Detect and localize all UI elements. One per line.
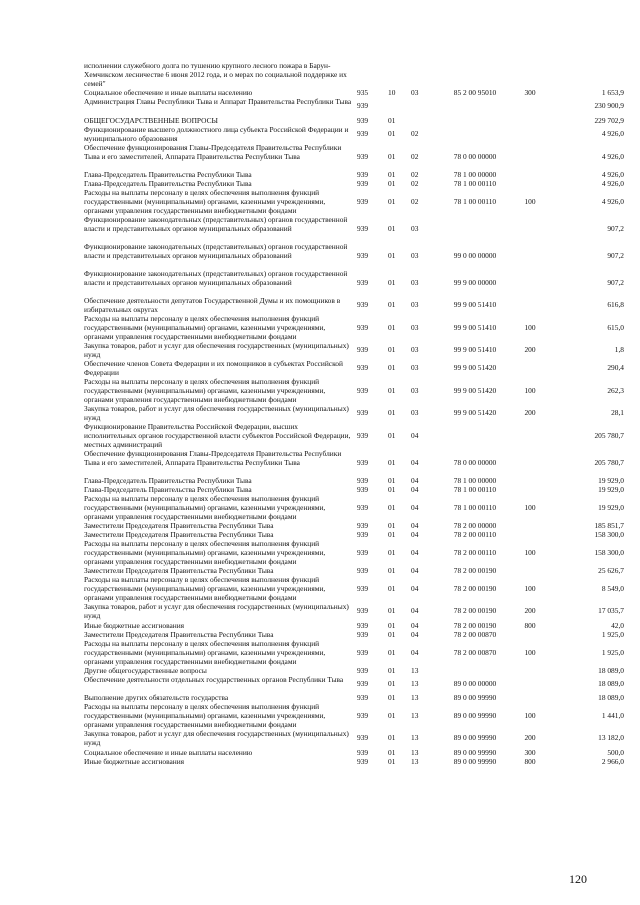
row-expense-type: 200 [524,345,536,355]
row-target-article: 99 9 00 51420 [453,385,497,395]
table-row [0,495,640,521]
row-expense-type: 100 [524,583,536,593]
row-amount: 19 929,0 [598,476,624,485]
row-target-article: 89 0 00 99990 [453,748,497,757]
row-section-code: 01 [388,485,396,494]
row-grbs-code: 939 [357,748,369,757]
row-section-code: 01 [388,748,396,757]
row-grbs-code: 939 [357,647,369,657]
row-expense-type: 100 [524,647,536,657]
table-row [0,540,640,566]
row-expense-type: 100 [524,547,536,557]
row-subsection-code: 03 [411,250,419,260]
row-subsection-code: 04 [411,502,419,512]
row-name: Глава-Председатель Правительства Республики Тыва [84,179,252,188]
table-row [0,342,640,360]
row-subsection-code: 04 [411,547,419,557]
row-subsection-code: 04 [411,430,419,440]
row-target-article: 89 0 00 99990 [453,733,497,743]
row-name: Заместители Председателя Правительства Республики Тыва [84,530,274,539]
row-target-article: 78 2 00 00110 [453,547,497,557]
row-section-code: 01 [388,666,396,675]
row-name: Обеспечение функционирования Главы-Председателя Правительства Республики Тыва и его заместителей, Аппарата Правительства Республики Тыва [84,449,342,467]
row-section-code: 01 [388,116,396,125]
row-target-article: 78 1 00 00110 [453,179,497,188]
row-subsection-code: 03 [411,385,419,395]
table-row [0,270,640,296]
table-row [0,703,640,729]
row-name: Расходы на выплаты персоналу в целях обеспечения выполнения функций государственными (муниципальными) органами, казенными учреждениями, органами управления государственными внебюджетными фондами [84,639,326,666]
row-target-article: 78 0 00 00000 [453,151,497,161]
row-subsection-code: 02 [411,151,419,161]
table-row [0,243,640,269]
row-target-article: 78 1 00 00000 [453,170,497,179]
table-row [0,297,640,315]
row-grbs-code: 939 [357,521,369,530]
row-expense-type: 200 [524,408,536,418]
table-row [0,98,640,116]
row-name: Функционирование законодательных (представительных) органов государственной власти и представительных органов муниципальных образований [84,269,348,287]
row-section-code: 01 [388,733,396,743]
table-row [0,423,640,449]
row-name: Глава-Председатель Правительства Республики Тыва [84,485,252,494]
row-amount: 8 549,0 [601,583,624,593]
row-name: исполнении служебного долга по тушению крупного лесного пожара в Барун-Хемчикском лесничестве 6 июня 2012 года, и о мерах по социальной поддержке их семей" [84,61,347,88]
row-grbs-code: 939 [357,250,369,260]
table-row [0,144,640,170]
row-grbs-code: 939 [357,733,369,743]
row-subsection-code: 03 [411,345,419,355]
row-amount: 907,2 [607,223,624,233]
row-subsection-code: 04 [411,621,419,630]
row-amount: 1,8 [614,345,624,355]
row-name: Заместители Председателя Правительства Республики Тыва [84,630,274,639]
row-subsection-code: 13 [411,733,419,743]
row-section-code: 01 [388,502,396,512]
row-target-article: 99 9 00 51420 [453,363,497,373]
table-row [0,640,640,666]
row-section-code: 01 [388,170,396,179]
row-subsection-code: 03 [411,322,419,332]
row-subsection-code: 03 [411,408,419,418]
row-name: Выполнение других обязательств государства [84,693,229,702]
table-row [0,730,640,748]
row-amount: 18 089,0 [598,679,624,689]
row-section-code: 01 [388,385,396,395]
row-subsection-code: 04 [411,485,419,494]
row-subsection-code: 04 [411,583,419,593]
row-name: Закупка товаров, работ и услуг для обеспечения государственных (муниципальных) нужд [84,341,349,359]
row-amount: 17 035,7 [598,606,624,616]
row-section-code: 01 [388,566,396,575]
row-section-code: 01 [388,679,396,689]
row-name: Функционирование высшего должностного лица субъекта Российской Федерации и муниципального образования [84,125,349,143]
row-target-article: 99 9 00 00000 [453,277,497,287]
row-grbs-code: 939 [357,322,369,332]
row-grbs-code: 939 [357,666,369,675]
row-name: Глава-Председатель Правительства Республики Тыва [84,476,252,485]
row-section-code: 10 [388,88,396,97]
row-amount: 185 851,7 [594,521,624,530]
row-section-code: 01 [388,250,396,260]
row-name: Заместители Председателя Правительства Республики Тыва [84,521,274,530]
row-name: Социальное обеспечение и иные выплаты населению [84,88,253,97]
row-name: Расходы на выплаты персоналу в целях обеспечения выполнения функций государственными (муниципальными) органами, казенными учреждениями, органами управления государственными внебюджетными фондами [84,377,326,404]
row-expense-type: 100 [524,322,536,332]
row-grbs-code: 939 [357,363,369,373]
row-name: Расходы на выплаты персоналу в целях обеспечения выполнения функций государственными (муниципальными) органами, казенными учреждениями, органами управления государственными внебюджетными фондами [84,188,326,215]
row-target-article: 78 2 00 00190 [453,566,497,575]
row-amount: 18 089,0 [598,693,624,702]
row-name: ОБЩЕГОСУДАРСТВЕННЫЕ ВОПРОСЫ [84,116,218,125]
table-row [0,62,640,88]
row-target-article: 89 0 00 99990 [453,693,497,702]
row-grbs-code: 939 [357,430,369,440]
row-expense-type: 200 [524,733,536,743]
row-name: Иные бюджетные ассигнования [84,621,185,630]
row-section-code: 01 [388,547,396,557]
row-section-code: 01 [388,196,396,206]
row-amount: 229 702,9 [594,116,624,125]
row-subsection-code: 13 [411,666,419,675]
row-grbs-code: 939 [357,476,369,485]
row-subsection-code: 04 [411,566,419,575]
row-grbs-code: 939 [357,345,369,355]
row-subsection-code: 13 [411,693,419,702]
row-grbs-code: 939 [357,457,369,467]
table-row [0,216,640,242]
row-target-article: 78 2 00 00190 [453,606,497,616]
row-grbs-code: 939 [357,547,369,557]
row-expense-type: 100 [524,196,536,206]
table-row [0,360,640,378]
row-expense-type: 200 [524,606,536,616]
row-grbs-code: 939 [357,129,369,139]
row-amount: 28,1 [611,408,624,418]
row-section-code: 01 [388,457,396,467]
row-grbs-code: 939 [357,408,369,418]
row-target-article: 78 2 00 00870 [453,630,497,639]
row-name: Функционирование законодательных (представительных) органов государственной власти и представительных органов муниципальных образований [84,242,348,260]
row-subsection-code: 02 [411,196,419,206]
row-name: Функционирование Правительства Российской Федерации, высших исполнительных органов государственной власти субъектов Российской Федерации, местных администраций [84,422,351,449]
row-section-code: 01 [388,129,396,139]
row-target-article: 99 9 00 51410 [453,300,497,310]
row-grbs-code: 939 [357,385,369,395]
row-subsection-code: 13 [411,679,419,689]
table-row [0,315,640,341]
row-amount: 4 926,0 [601,170,624,179]
row-grbs-code: 939 [357,621,369,630]
row-grbs-code: 939 [357,179,369,188]
row-section-code: 01 [388,322,396,332]
row-section-code: 01 [388,693,396,702]
row-subsection-code: 04 [411,521,419,530]
row-subsection-code: 04 [411,476,419,485]
row-expense-type: 300 [524,88,536,97]
row-section-code: 01 [388,606,396,616]
row-grbs-code: 939 [357,566,369,575]
table-row [0,189,640,215]
row-name: Закупка товаров, работ и услуг для обеспечения государственных (муниципальных) нужд [84,602,349,620]
row-subsection-code: 13 [411,757,419,766]
table-row [0,126,640,144]
row-grbs-code: 939 [357,101,369,111]
row-amount: 205 780,7 [594,457,624,467]
row-grbs-code: 939 [357,485,369,494]
row-grbs-code: 939 [357,757,369,766]
row-expense-type: 100 [524,502,536,512]
table-row [0,378,640,404]
row-grbs-code: 939 [357,583,369,593]
row-name: Обеспечение функционирования Главы-Председателя Правительства Республики Тыва и его заместителей, Аппарата Правительства Республики Тыва [84,143,342,161]
row-name: Расходы на выплаты персоналу в целях обеспечения выполнения функций государственными (муниципальными) органами, казенными учреждениями, органами управления государственными внебюджетными фондами [84,494,326,521]
row-subsection-code: 04 [411,606,419,616]
row-amount: 1 653,9 [601,88,624,97]
row-grbs-code: 939 [357,679,369,689]
row-target-article: 78 2 00 00000 [453,521,497,530]
row-amount: 907,2 [607,250,624,260]
row-section-code: 01 [388,430,396,440]
row-section-code: 01 [388,630,396,639]
row-amount: 19 929,0 [598,485,624,494]
row-name: Другие общегосударственные вопросы [84,666,207,675]
row-grbs-code: 939 [357,277,369,287]
row-amount: 42,0 [611,621,624,630]
row-amount: 2 966,0 [601,757,624,766]
row-section-code: 01 [388,757,396,766]
row-amount: 4 926,0 [601,129,624,139]
row-amount: 1 925,0 [601,647,624,657]
row-expense-type: 100 [524,710,536,720]
row-section-code: 01 [388,223,396,233]
row-section-code: 01 [388,300,396,310]
row-grbs-code: 939 [357,502,369,512]
row-target-article: 89 0 00 00000 [453,679,497,689]
row-name: Социальное обеспечение и иные выплаты населению [84,748,253,757]
row-grbs-code: 939 [357,116,369,125]
row-amount: 500,0 [607,748,624,757]
row-name: Обеспечение деятельности депутатов Государственной Думы и их помощников в избирательных округах [84,296,341,314]
row-amount: 290,4 [607,363,624,373]
row-grbs-code: 939 [357,151,369,161]
row-subsection-code: 04 [411,457,419,467]
row-name: Заместители Председателя Правительства Республики Тыва [84,566,274,575]
row-expense-type: 800 [524,757,536,766]
row-expense-type: 300 [524,748,536,757]
row-subsection-code: 04 [411,647,419,657]
row-name: Иные бюджетные ассигнования [84,757,185,766]
row-name: Закупка товаров, работ и услуг для обеспечения государственных (муниципальных) нужд [84,404,349,422]
row-subsection-code: 04 [411,630,419,639]
row-amount: 205 780,7 [594,430,624,440]
row-target-article: 78 1 00 00110 [453,485,497,494]
row-amount: 1 441,0 [601,710,624,720]
row-target-article: 99 9 00 51420 [453,408,497,418]
row-name: Расходы на выплаты персоналу в целях обеспечения выполнения функций государственными (муниципальными) органами, казенными учреждениями, органами управления государственными внебюджетными фондами [84,539,326,566]
row-subsection-code: 13 [411,710,419,720]
row-grbs-code: 939 [357,196,369,206]
row-section-code: 01 [388,408,396,418]
row-subsection-code: 02 [411,129,419,139]
row-target-article: 78 2 00 00110 [453,530,497,539]
row-name: Расходы на выплаты персоналу в целях обеспечения выполнения функций государственными (муниципальными) органами, казенными учреждениями, органами управления государственными внебюджетными фондами [84,314,326,341]
row-subsection-code: 03 [411,300,419,310]
row-section-code: 01 [388,363,396,373]
row-grbs-code: 939 [357,710,369,720]
row-amount: 158 300,0 [594,530,624,539]
row-target-article: 78 1 00 00110 [453,502,497,512]
row-subsection-code: 03 [411,88,419,97]
row-section-code: 01 [388,151,396,161]
row-name: Расходы на выплаты персоналу в целях обеспечения выполнения функций государственными (муниципальными) органами, казенными учреждениями, органами управления государственными внебюджетными фондами [84,702,326,729]
table-row [0,758,640,767]
row-section-code: 01 [388,583,396,593]
row-section-code: 01 [388,521,396,530]
row-grbs-code: 939 [357,170,369,179]
row-section-code: 01 [388,647,396,657]
row-amount: 615,0 [607,322,624,332]
row-amount: 616,8 [607,300,624,310]
row-name: Обеспечение членов Совета Федерации и их помощников в субъектах Российской Федерации [84,359,343,377]
row-name: Расходы на выплаты персоналу в целях обеспечения выполнения функций государственными (муниципальными) органами, казенными учреждениями, органами управления государственными внебюджетными фондами [84,575,326,602]
row-target-article: 89 0 00 99990 [453,710,497,720]
row-grbs-code: 939 [357,223,369,233]
row-amount: 18 089,0 [598,666,624,675]
table-row [0,576,640,602]
row-target-article: 78 1 00 00110 [453,196,497,206]
row-name: Обеспечение деятельности отдельных государственных органов Республики Тыва [84,675,344,684]
row-expense-type: 100 [524,385,536,395]
row-name: Администрация Главы Республики Тыва и Аппарат Правительства Республики Тыва [84,97,352,106]
row-grbs-code: 939 [357,300,369,310]
row-target-article: 78 1 00 00000 [453,476,497,485]
row-subsection-code: 03 [411,363,419,373]
row-amount: 1 925,0 [601,630,624,639]
row-name: Глава-Председатель Правительства Республики Тыва [84,170,252,179]
row-section-code: 01 [388,476,396,485]
row-grbs-code: 939 [357,606,369,616]
row-amount: 262,3 [607,385,624,395]
row-section-code: 01 [388,345,396,355]
row-amount: 158 300,0 [594,547,624,557]
row-target-article: 78 2 00 00870 [453,647,497,657]
row-section-code: 01 [388,530,396,539]
row-section-code: 01 [388,277,396,287]
row-target-article: 89 0 00 99990 [453,757,497,766]
row-grbs-code: 939 [357,530,369,539]
row-section-code: 01 [388,621,396,630]
row-expense-type: 800 [524,621,536,630]
row-amount: 13 182,0 [598,733,624,743]
row-amount: 19 929,0 [598,502,624,512]
row-section-code: 01 [388,710,396,720]
row-target-article: 78 2 00 00190 [453,583,497,593]
row-target-article: 85 2 00 95010 [453,88,497,97]
table-row [0,405,640,423]
row-target-article: 78 0 00 00000 [453,457,497,467]
table-row [0,450,640,476]
row-grbs-code: 939 [357,630,369,639]
row-amount: 25 626,7 [598,566,624,575]
row-target-article: 99 9 00 51410 [453,345,497,355]
row-target-article: 99 9 00 51410 [453,322,497,332]
row-target-article: 99 0 00 00000 [453,250,497,260]
row-subsection-code: 03 [411,223,419,233]
row-amount: 4 926,0 [601,179,624,188]
row-name: Закупка товаров, работ и услуг для обеспечения государственных (муниципальных) нужд [84,729,349,747]
row-amount: 4 926,0 [601,151,624,161]
row-subsection-code: 02 [411,179,419,188]
row-grbs-code: 935 [357,88,369,97]
row-name: Функционирование законодательных (представительных) органов государственной власти и представительных органов муниципальных образований [84,215,348,233]
row-subsection-code: 03 [411,277,419,287]
row-target-article: 78 2 00 00190 [453,621,497,630]
row-amount: 4 926,0 [601,196,624,206]
table-row [0,676,640,694]
row-subsection-code: 13 [411,748,419,757]
row-subsection-code: 02 [411,170,419,179]
row-subsection-code: 04 [411,530,419,539]
row-section-code: 01 [388,179,396,188]
row-grbs-code: 939 [357,693,369,702]
row-amount: 230 900,9 [594,101,624,111]
page-number: 120 [569,872,587,886]
table-row [0,603,640,621]
row-amount: 907,2 [607,277,624,287]
